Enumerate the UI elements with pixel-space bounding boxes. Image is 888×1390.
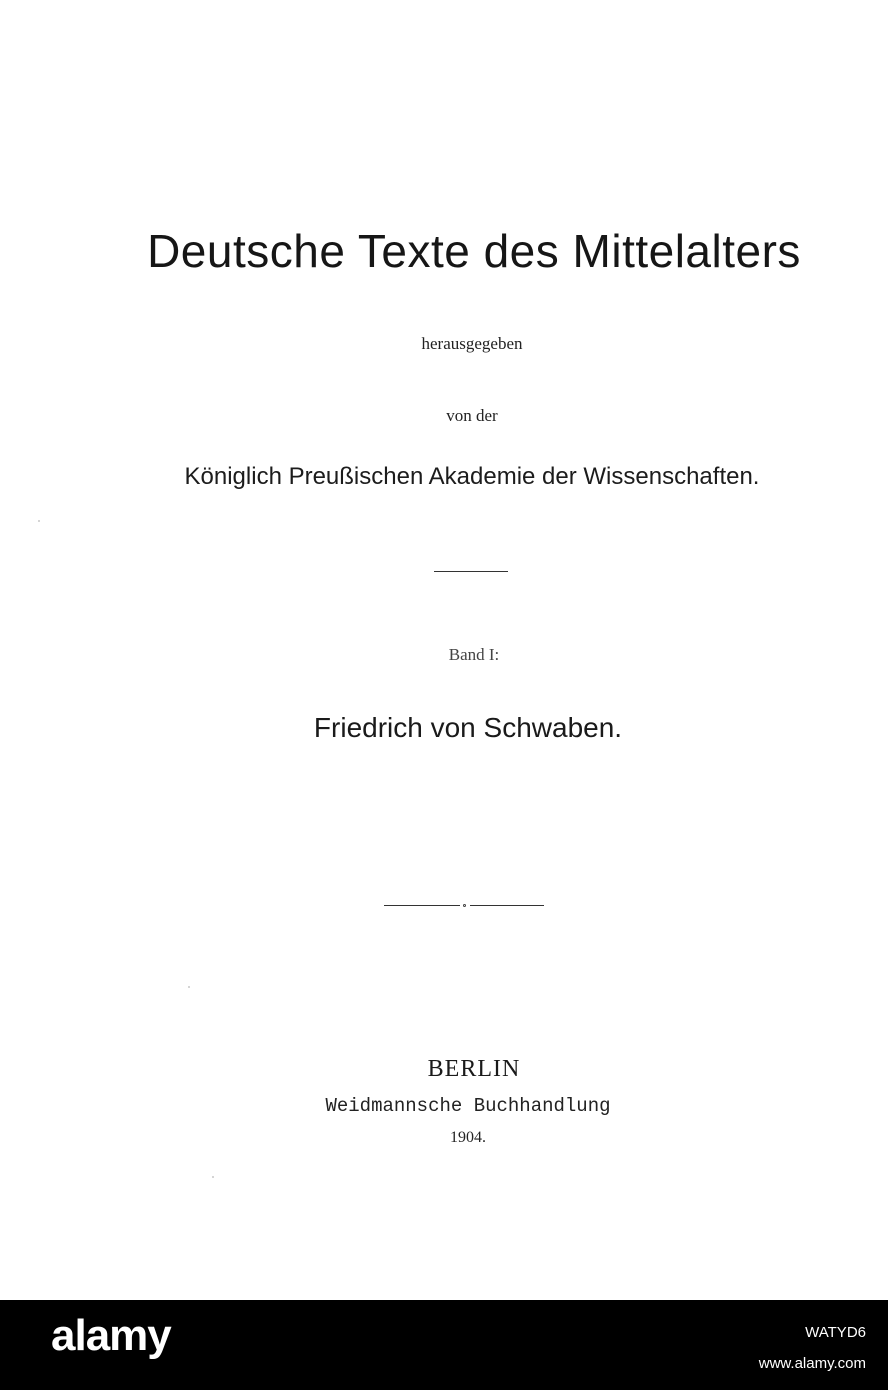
academy-name: Königlich Preußischen Akademie der Wissenschaften. [184,463,760,490]
editor-line-herausgegeben: herausgegeben [421,334,523,353]
stock-watermark-banner [0,1300,888,1390]
stock-image-id: WATYD6 [805,1324,866,1341]
ornamental-rule-dot [463,904,466,907]
ornamental-rule-left [384,905,460,906]
horizontal-rule [434,571,508,572]
paper-speck [188,986,190,988]
imprint-city: BERLIN [427,1056,521,1082]
book-title: Deutsche Texte des Mittelalters [147,225,801,277]
editor-line-von-der: von der [446,406,498,425]
volume-label: Band I: [448,645,500,664]
ornamental-rule-right [470,905,544,906]
paper-speck [38,520,40,522]
site-url: www.alamy.com [758,1355,866,1372]
imprint-publisher: Weidmannsche Buchhandlung [325,1095,611,1117]
imprint-year: 1904. [450,1129,486,1146]
work-title: Friedrich von Schwaben. [313,712,623,743]
paper-speck [212,1176,214,1178]
ornamental-rule [384,904,544,908]
alamy-logo: alamy [51,1311,171,1360]
